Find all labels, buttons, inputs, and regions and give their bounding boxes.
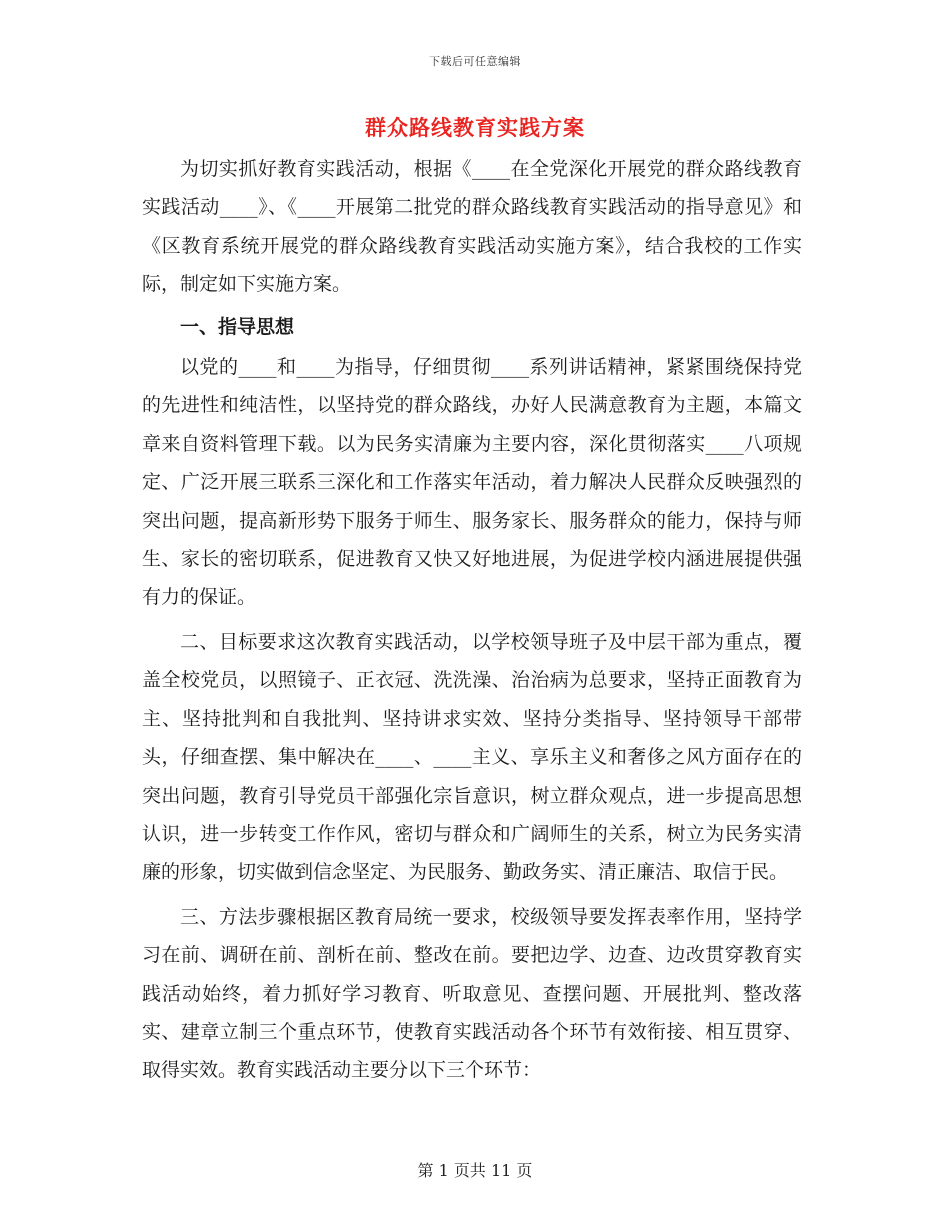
document-body	[142, 150, 802, 1090]
page-header-note: 下载后可任意编辑	[429, 55, 521, 68]
goals-requirements-paragraph: 二、目标要求这次教育实践活动，以学校领导班子及中层干部为重点，覆盖全校党员，以照镜子、正衣冠、洗洗澡、治治病为总要求，坚持正面教育为主、坚持批判和自我批判、坚持讲求实效、坚持分类指导、坚持领导干部带头，仔细查摆、集中解决在____、____主义、享乐主义和奢侈之风方面存在的突出问题，教育引导党员干部强化宗旨意识，树立群众观点，进一步提高思想认识，进一步转变工作作风，密切与群众和广阔师生的关系，树立为民务实清廉的形象，切实做到信念坚定、为民服务、勤政务实、清正廉洁、取信于民。	[142, 630, 802, 884]
section-heading-guiding-ideology: 一、指导思想	[180, 315, 295, 338]
document-title: 群众路线教育实践方案	[365, 115, 585, 140]
intro-paragraph: 为切实抓好教育实践活动，根据《____在全党深化开展党的群众路线教育实践活动____》、《____开展第二批党的群众路线教育实践活动的指导意见》和《区教育系统开展党的群众路线教育实践活动实施方案》，结合我校的工作实际，制定如下实施方案。	[142, 158, 802, 296]
methods-steps-paragraph: 三、方法步骤根据区教育局统一要求，校级领导要发挥表率作用，坚持学习在前、调研在前、剖析在前、整改在前。要把边学、边查、边改贯穿教育实践活动始终，着力抓好学习教育、听取意见、查摆问题、开展批判、整改落实、建章立制三个重点环节，使教育实践活动各个环节有效衔接、相互贯穿、取得实效。教育实践活动主要分以下三个环节：	[142, 905, 802, 1082]
page-number-footer: 第 1 页共 11 页	[417, 1161, 533, 1180]
guiding-ideology-paragraph: 以党的____和____为指导，仔细贯彻____系列讲话精神，紧紧围绕保持党的先进性和纯洁性，以坚持党的群众路线，办好人民满意教育为主题，本篇文章来自资料管理下载。以为民务实清廉为主要内容，深化贯彻落实____八项规定、广泛开展三联系三深化和工作落实年活动，着力解决人民群众反映强烈的突出问题，提高新形势下服务于师生、服务家长、服务群众的能力，保持与师生、家长的密切联系，促进教育又快又好地进展，为促进学校内涵进展提供强有力的保证。	[142, 356, 802, 609]
